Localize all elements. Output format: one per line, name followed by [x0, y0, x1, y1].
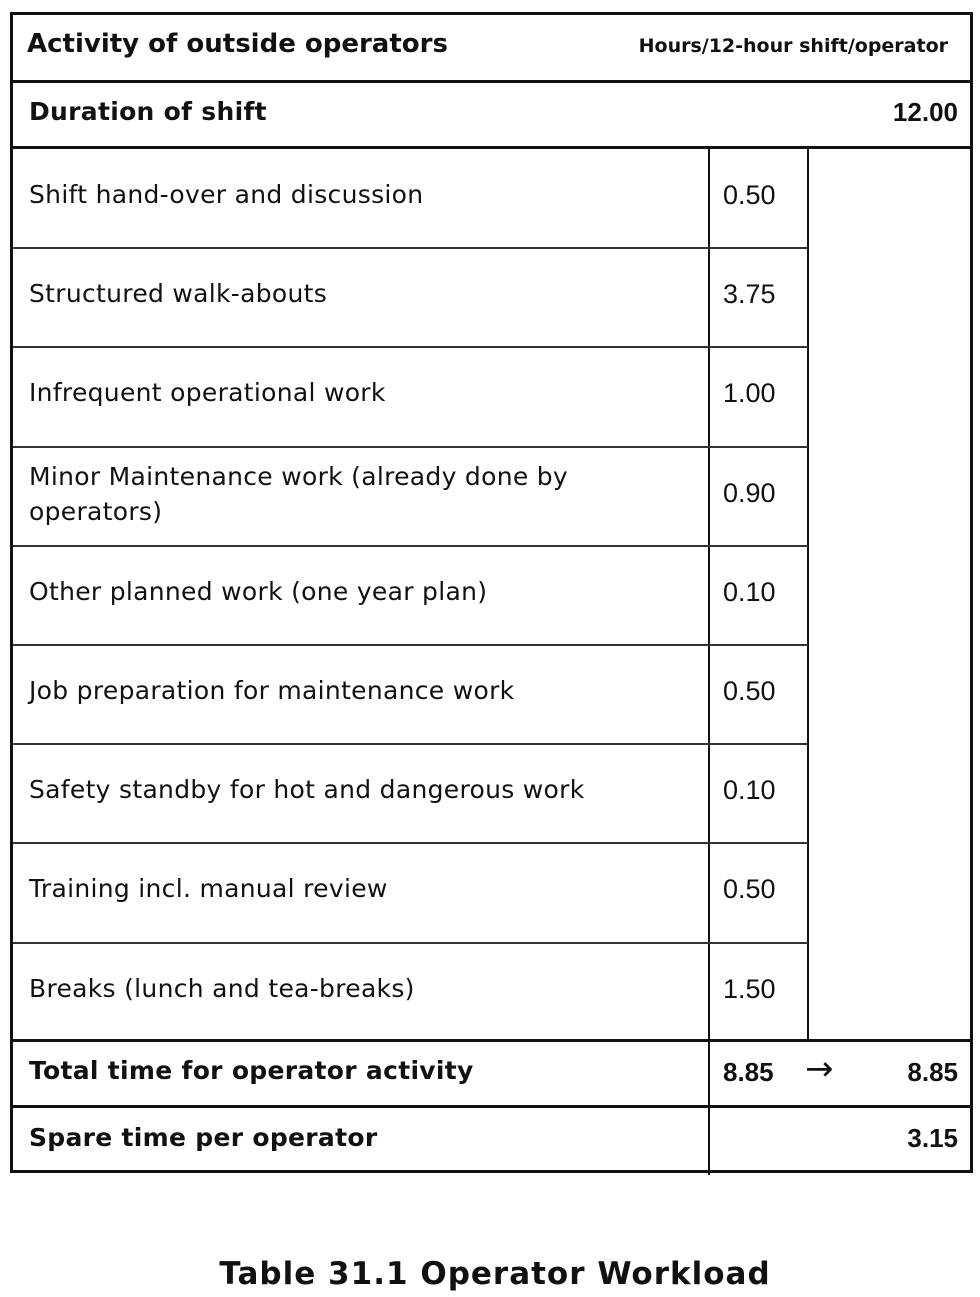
- divider: [13, 146, 970, 149]
- activity-hours: 0.50: [723, 180, 776, 210]
- activity-label: Safety standby for hot and dangerous work: [29, 775, 585, 805]
- activity-label: [29, 459, 568, 529]
- row-divider: [13, 842, 808, 844]
- row-divider: [13, 644, 808, 646]
- arrow-right-icon: →: [805, 1049, 834, 1089]
- activity-hours: 1.50: [723, 973, 776, 1004]
- activity-hours: 0.50: [723, 676, 776, 706]
- activity-label: Training incl. manual review: [29, 874, 388, 904]
- row-divider: [13, 346, 808, 348]
- activity-label: Structured walk-abouts: [29, 279, 328, 309]
- activity-label: Shift hand-over and discussion: [29, 180, 424, 209]
- duration-label: Duration of shift: [29, 97, 267, 126]
- column-divider: [807, 148, 809, 1040]
- total-carried-value: 8.85: [907, 1057, 958, 1087]
- activity-hours: 3.75: [723, 279, 776, 310]
- activity-label-line: Minor Maintenance work (already done by: [29, 461, 569, 491]
- activity-hours: 0.10: [723, 775, 776, 806]
- divider: [13, 1039, 970, 1042]
- divider: [13, 80, 970, 83]
- activity-label-line: operators): [29, 496, 163, 526]
- row-divider: [13, 446, 808, 448]
- activity-hours: 1.00: [723, 378, 776, 409]
- table-caption: Table 31.1 Operator Workload: [219, 1256, 771, 1292]
- table-title: Activity of outside operators: [27, 29, 448, 59]
- spare-label: Spare time per operator: [29, 1123, 378, 1152]
- activity-label: Job preparation for maintenance work: [29, 676, 515, 705]
- spare-value: 3.15: [907, 1123, 958, 1153]
- row-divider: [13, 942, 808, 944]
- activity-hours: 0.50: [723, 874, 776, 905]
- activity-label: Breaks (lunch and tea-breaks): [29, 973, 415, 1003]
- duration-value: 12.00: [892, 97, 958, 127]
- activity-hours: 0.90: [723, 477, 776, 508]
- column-divider: [708, 148, 710, 1175]
- divider: [13, 1105, 970, 1108]
- units-header: Hours/12-hour shift/operator: [638, 35, 948, 57]
- row-divider: [13, 743, 808, 745]
- activity-label: Other planned work (one year plan): [29, 576, 488, 606]
- operator-workload-table: [10, 12, 973, 1173]
- row-divider: [13, 247, 808, 249]
- activity-label: Infrequent operational work: [29, 378, 386, 408]
- activity-hours: 0.10: [723, 576, 776, 607]
- row-divider: [13, 545, 808, 547]
- total-label: Total time for operator activity: [29, 1056, 474, 1085]
- total-value: 8.85: [723, 1057, 774, 1087]
